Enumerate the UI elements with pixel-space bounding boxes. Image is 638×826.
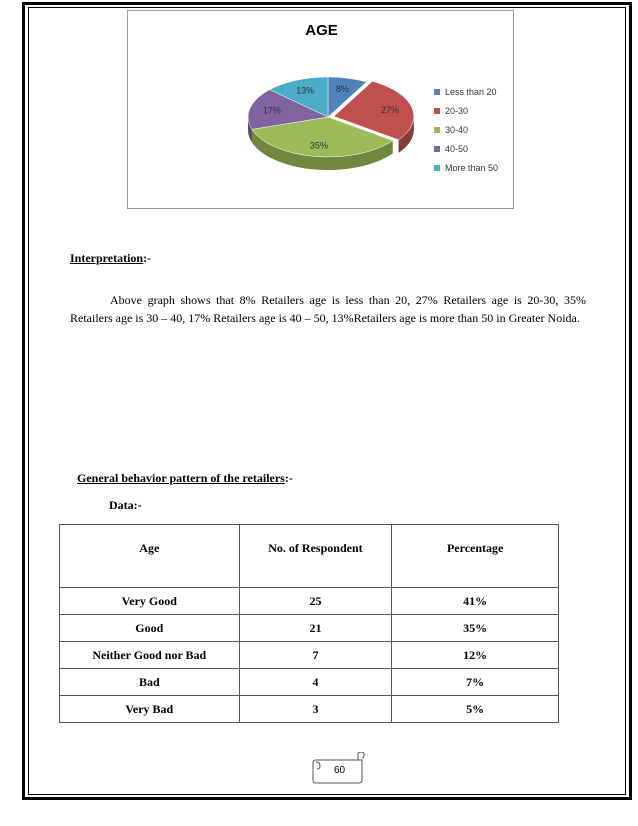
- data-label: Data:-: [109, 498, 142, 512]
- legend-item: [434, 139, 498, 158]
- legend-item: [434, 82, 498, 101]
- table-row: [60, 642, 559, 669]
- page-number: 60: [333, 765, 346, 776]
- table-cell: Very Good: [60, 588, 240, 615]
- legend-label: More than 50: [445, 162, 499, 173]
- table-header-cell: Age: [60, 525, 240, 588]
- table-row: [60, 615, 559, 642]
- table-row: [60, 588, 559, 615]
- legend-label: 20-30: [445, 105, 469, 116]
- pie-slice-label: 35%: [309, 140, 328, 151]
- chart-title: AGE: [305, 22, 338, 39]
- table-cell: 4: [239, 669, 392, 696]
- pie-slice-label: 27%: [381, 105, 400, 116]
- interpretation-heading: [70, 251, 151, 266]
- legend-item: [434, 101, 498, 120]
- pie-slice-label: 13%: [296, 85, 315, 96]
- pie-slice-label: 17%: [262, 105, 281, 116]
- legend-label: 30-40: [445, 124, 469, 135]
- section-heading-text: General behavior pattern of the retailers: [77, 471, 285, 485]
- table-header-row: [60, 525, 559, 588]
- legend-item: [434, 158, 498, 177]
- interpretation-paragraph: [70, 291, 586, 327]
- table-cell: 35%: [392, 615, 559, 642]
- table-header-cell: No. of Respondent: [239, 525, 392, 588]
- behavior-table: [59, 524, 559, 723]
- legend-swatch: [434, 127, 440, 133]
- table-row: [60, 669, 559, 696]
- table-cell: 25: [239, 588, 392, 615]
- section-heading-suffix: :-: [284, 471, 293, 485]
- table-cell: Good: [60, 615, 240, 642]
- legend-swatch: [434, 89, 440, 95]
- page-number-badge: [312, 752, 367, 784]
- legend-label: Less than 20: [445, 86, 497, 97]
- legend-swatch: [434, 165, 440, 171]
- table-cell: 7: [239, 642, 392, 669]
- legend-swatch: [434, 146, 440, 152]
- table-row: [60, 696, 559, 723]
- legend-item: [434, 120, 498, 139]
- table-cell: 7%: [392, 669, 559, 696]
- table-header-cell: Percentage: [392, 525, 559, 588]
- section-heading: [77, 471, 293, 486]
- age-pie-chart: [127, 10, 514, 209]
- table-cell: Bad: [60, 669, 240, 696]
- table-cell: 21: [239, 615, 392, 642]
- table-cell: 41%: [392, 588, 559, 615]
- interpretation-text: Above graph shows that 8% Retailers age is less than 20, 27% Retailers age is 20-30, 35% Retailers age is 30 – 40, 17% Retailers age is 40 – 50, 13%Retailers age is more than 50 in Greater Noida.: [70, 293, 586, 325]
- legend-label: 40-50: [445, 143, 469, 154]
- table-cell: 5%: [392, 696, 559, 723]
- chart-legend: [434, 82, 498, 177]
- table-cell: Very Bad: [60, 696, 240, 723]
- interpretation-heading-suffix: :-: [143, 251, 152, 265]
- table-cell: 3: [239, 696, 392, 723]
- interpretation-heading-text: Interpretation: [70, 251, 144, 265]
- pie-slice-label: 8%: [335, 84, 349, 95]
- legend-swatch: [434, 108, 440, 114]
- table-cell: Neither Good nor Bad: [60, 642, 240, 669]
- table-cell: 12%: [392, 642, 559, 669]
